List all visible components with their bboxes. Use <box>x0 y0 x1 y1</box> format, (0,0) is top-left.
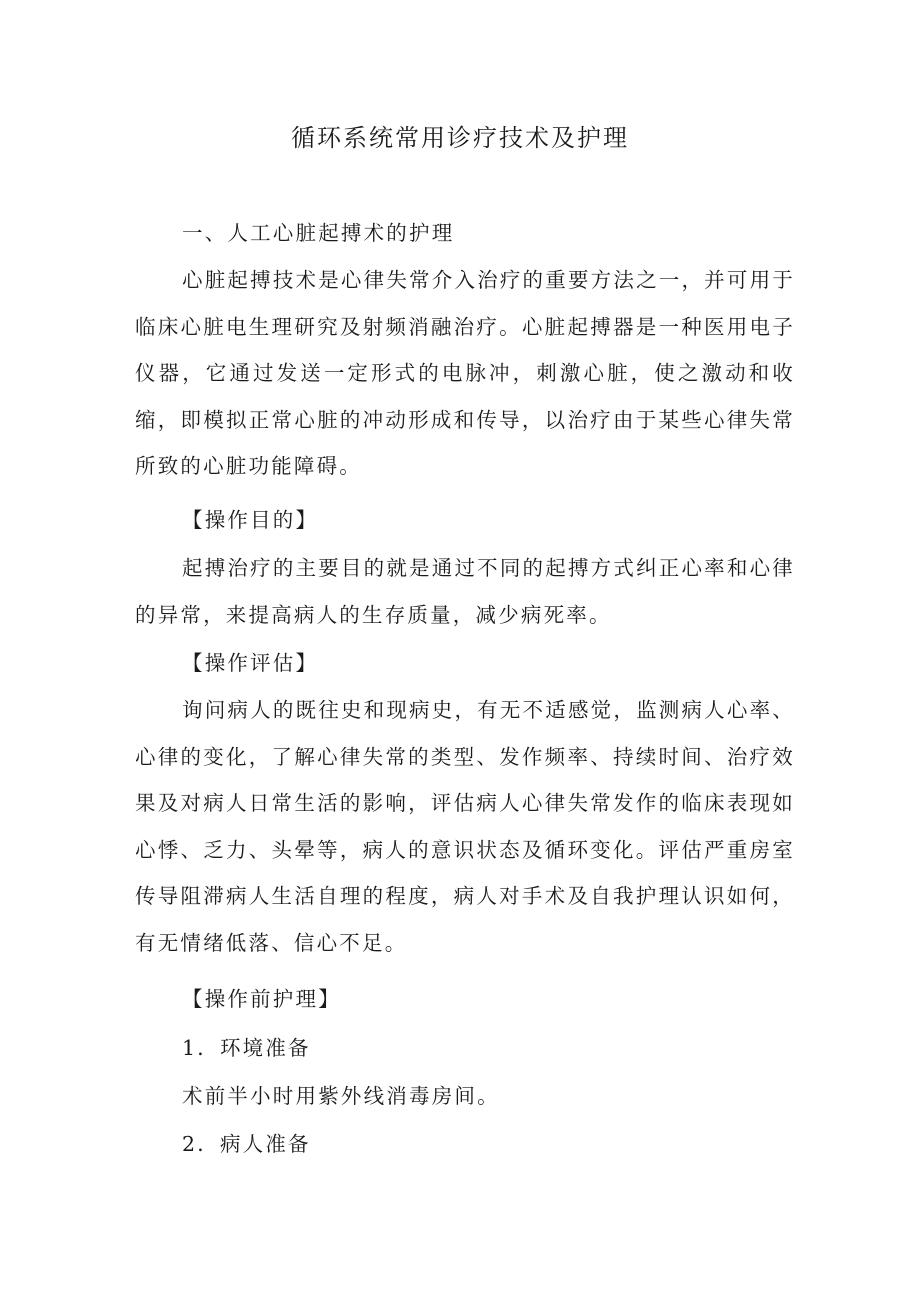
assessment-heading: 【操作评估】 <box>182 651 319 675</box>
item2-label: 2．病人准备 <box>182 1132 311 1156</box>
purpose-heading: 【操作目的】 <box>182 508 319 532</box>
intro-paragraph: 心脏起搏技术是心律失常介入治疗的重要方法之一，并可用于临床心脏电生理研究及射频消融治疗。心脏起搏器是一种医用电子仪器，它通过发送一定形式的电脉冲，刺激心脏，使之激动和收缩，即模拟正常心脏的冲动形成和传导，以治疗由于某些心律失常所致的心脏功能障碍。 <box>135 268 795 478</box>
purpose-paragraph: 起搏治疗的主要目的就是通过不同的起搏方式纠正心率和心律的异常，来提高病人的生存质量，减少病死率。 <box>135 556 795 627</box>
preop-heading: 【操作前护理】 <box>182 987 341 1011</box>
assessment-paragraph: 询问病人的既往史和现病史，有无不适感觉，监测病人心率、心律的变化，了解心律失常的类型、发作频率、持续时间、治疗效果及对病人日常生活的影响，评估病人心律失常发作的临床表现如心悸、乏力、头晕等，病人的意识状态及循环变化。评估严重房室传导阻滞病人生活自理的程度，病人对手术及自我护理认识如何，有无情绪低落、信心不足。 <box>135 698 795 955</box>
item1-label: 1．环境准备 <box>182 1036 311 1060</box>
item1-text: 术前半小时用紫外线消毒房间。 <box>182 1084 500 1108</box>
document-title: 循环系统常用诊疗技术及护理 <box>291 124 629 152</box>
section-heading-pacemaker: 一、人工心脏起搏术的护理 <box>182 221 455 245</box>
